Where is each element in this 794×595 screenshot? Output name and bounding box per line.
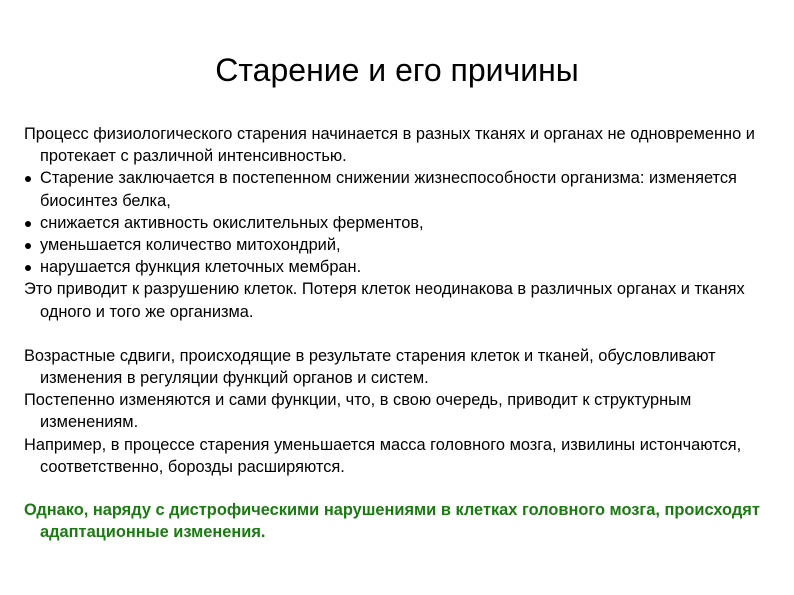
- bullet-item: [24, 256, 780, 278]
- highlight-paragraph: Однако, наряду с дистрофическими нарушениями в клетках головного мозга, происходят адаптационные изменения.: [24, 501, 760, 542]
- bullet-text: уменьшается количество митохондрий,: [40, 236, 341, 255]
- bullet-dot-icon: [25, 243, 31, 249]
- slide-body: [24, 123, 780, 543]
- bullet-text: нарушается функция клеточных мембран.: [40, 258, 362, 277]
- bullet-item: [24, 212, 780, 234]
- bullet-text: Старение заключается в постепенном снижении жизнеспособности организма: изменяется биосинтез белка,: [40, 169, 737, 210]
- bullet-dot-icon: [25, 265, 31, 271]
- bullet-dot-icon: [25, 221, 31, 227]
- bullet-text: снижается активность окислительных ферментов,: [40, 213, 424, 232]
- slide-title: Старение и его причины: [215, 52, 579, 88]
- spacer: [24, 478, 780, 499]
- bullet-item: [24, 167, 780, 211]
- consequence-paragraph: Это приводит к разрушению клеток. Потеря клеток неодинакова в различных органах и тканях одного и того же организма.: [24, 280, 745, 321]
- intro-paragraph: Процесс физиологического старения начинается в разных тканях и органах не одновременно и протекает с различной интенсивностью.: [24, 125, 755, 166]
- body-paragraph: Например, в процессе старения уменьшается масса головного мозга, извилины истончаются, соответственно, борозды расширяются.: [24, 435, 742, 476]
- spacer: [24, 323, 780, 345]
- bullet-item: [24, 234, 780, 256]
- body-paragraph: Возрастные сдвиги, происходящие в результате старения клеток и тканей, обусловливают изменения в регуляции функций органов и систем.: [24, 346, 716, 388]
- bullet-dot-icon: [25, 176, 31, 182]
- body-paragraph: Постепенно изменяются и сами функции, что, в свою очередь, приводит к структурным изменениям.: [24, 391, 692, 432]
